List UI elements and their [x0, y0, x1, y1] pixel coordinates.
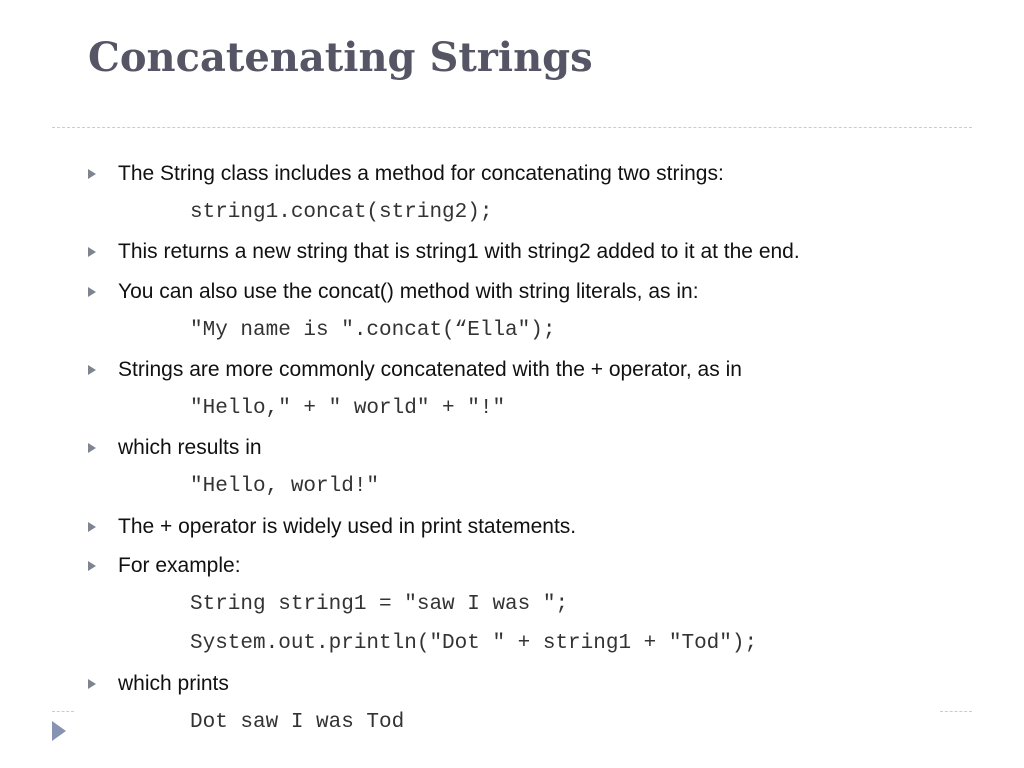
- bullet-text: The String class includes a method for concatenating two strings:: [118, 162, 724, 185]
- triangle-bullet-icon: [87, 678, 97, 690]
- next-slide-arrow-icon[interactable]: [52, 721, 66, 741]
- bullet-text: This returns a new string that is string1 with string2 added to it at the end.: [118, 240, 800, 263]
- bullet-text: The + operator is widely used in print statements.: [118, 515, 577, 538]
- footer-divider-left: [52, 711, 74, 712]
- triangle-bullet-icon: [87, 442, 97, 454]
- code-text: Dot saw I was Tod: [190, 711, 405, 734]
- triangle-bullet-icon: [87, 286, 97, 298]
- bullet-text: which prints: [118, 672, 229, 695]
- triangle-bullet-icon: [87, 560, 97, 572]
- slide-title: Concatenating Strings: [88, 34, 593, 81]
- code-text: "Hello, world!": [190, 475, 380, 498]
- bullet-text: For example:: [118, 554, 241, 577]
- code-text: System.out.println("Dot " + string1 + "Tod");: [190, 632, 758, 655]
- code-text: "Hello," + " world" + "!": [190, 397, 506, 420]
- triangle-bullet-icon: [87, 168, 97, 180]
- code-text: String string1 = "saw I was ";: [190, 593, 569, 616]
- triangle-bullet-icon: [87, 246, 97, 258]
- code-text: "My name is ".concat(“Ella");: [190, 319, 556, 342]
- bullet-text: Strings are more commonly concatenated with the + operator, as in: [118, 358, 742, 381]
- bullet-text: which results in: [118, 436, 262, 459]
- code-text: string1.concat(string2);: [190, 201, 493, 224]
- triangle-bullet-icon: [87, 364, 97, 376]
- footer-divider-right: [940, 711, 972, 712]
- bullet-text: You can also use the concat() method with string literals, as in:: [118, 280, 699, 303]
- triangle-bullet-icon: [87, 521, 97, 533]
